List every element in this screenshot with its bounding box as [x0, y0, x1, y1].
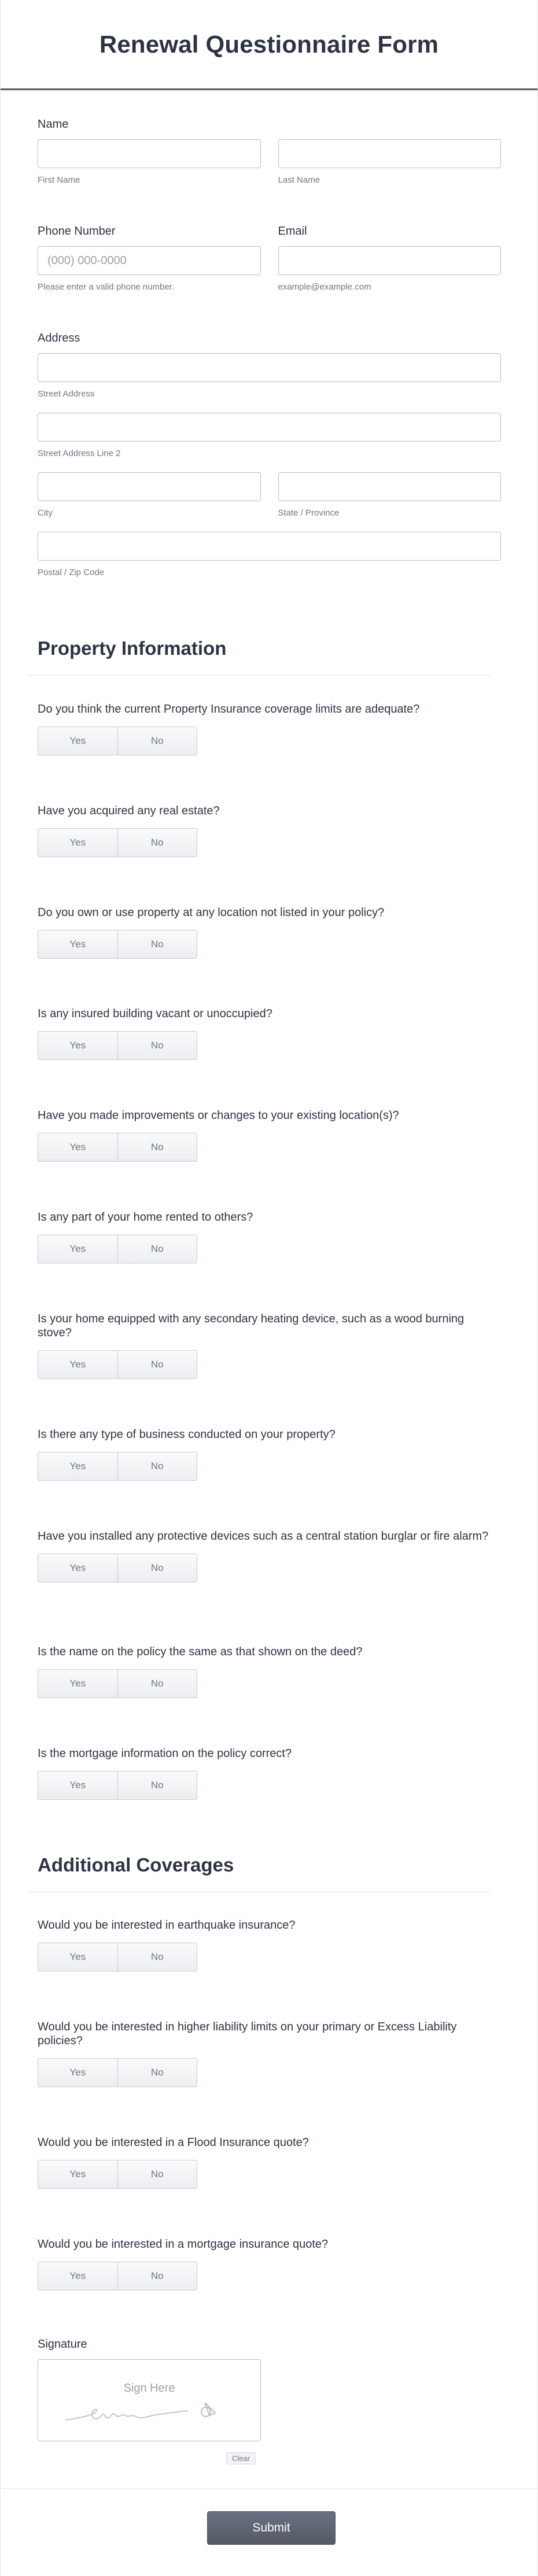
- question-block: [38, 2136, 501, 2189]
- no-button[interactable]: No: [117, 1943, 198, 1971]
- property-section-header: [38, 637, 501, 659]
- zip-sublabel: Postal / Zip Code: [38, 568, 105, 577]
- yes-no-toggle: [38, 1133, 197, 1162]
- yes-button[interactable]: Yes: [38, 930, 117, 959]
- yes-no-toggle: [38, 1235, 197, 1263]
- name-label: Name: [38, 118, 69, 131]
- signature-pad[interactable]: [38, 2359, 261, 2441]
- question-label: Do you think the current Property Insurance coverage limits are adequate?: [38, 703, 420, 716]
- submit-button[interactable]: Submit: [207, 2511, 336, 2545]
- first-name-input[interactable]: [38, 139, 261, 168]
- signature-label: Signature: [38, 2338, 87, 2351]
- question-block: [38, 1312, 501, 1379]
- signature-scribble-icon: [64, 2395, 237, 2429]
- yes-no-toggle: [38, 2160, 197, 2189]
- email-sublabel: example@example.com: [278, 282, 371, 292]
- first-name-sublabel: First Name: [38, 175, 80, 185]
- no-button[interactable]: No: [117, 1235, 198, 1263]
- yes-button[interactable]: Yes: [38, 1031, 117, 1060]
- question-label: Have you made improvements or changes to your existing location(s)?: [38, 1109, 399, 1122]
- no-button[interactable]: No: [117, 828, 198, 857]
- no-button[interactable]: No: [117, 1771, 198, 1800]
- no-button[interactable]: No: [117, 1133, 198, 1162]
- last-name-input[interactable]: [278, 139, 502, 168]
- question-block: [38, 1109, 501, 1162]
- name-field: [38, 118, 501, 185]
- phone-field: [38, 225, 261, 292]
- question-block: [38, 1918, 501, 1971]
- yes-no-toggle: [38, 1452, 197, 1481]
- question-label: Would you be interested in a Flood Insurance quote?: [38, 2136, 309, 2149]
- yes-no-toggle: [38, 828, 197, 857]
- question-label: Is any insured building vacant or unoccupied?: [38, 1007, 272, 1020]
- question-block: [38, 1645, 501, 1698]
- no-button[interactable]: No: [117, 1350, 198, 1379]
- zip-input[interactable]: [38, 532, 501, 561]
- question-block: [38, 1529, 501, 1582]
- yes-button[interactable]: Yes: [38, 2058, 117, 2087]
- question-block: [38, 804, 501, 857]
- yes-button[interactable]: Yes: [38, 1943, 117, 1971]
- yes-button[interactable]: Yes: [38, 2262, 117, 2290]
- no-button[interactable]: No: [117, 930, 198, 959]
- email-input[interactable]: [278, 246, 502, 275]
- no-button[interactable]: No: [117, 2262, 198, 2290]
- yes-button[interactable]: Yes: [38, 1554, 117, 1582]
- form-title: Renewal Questionnaire Form: [99, 30, 439, 58]
- yes-button[interactable]: Yes: [38, 1669, 117, 1698]
- yes-button[interactable]: Yes: [38, 1350, 117, 1379]
- question-label: Is there any type of business conducted on your property?: [38, 1428, 336, 1441]
- no-button[interactable]: No: [117, 1554, 198, 1582]
- street-address-input[interactable]: [38, 353, 501, 382]
- question-label: Is any part of your home rented to others?: [38, 1211, 253, 1224]
- question-block: [38, 906, 501, 959]
- yes-no-toggle: [38, 930, 197, 959]
- yes-button[interactable]: Yes: [38, 1771, 117, 1800]
- clear-signature-button[interactable]: Clear: [226, 2452, 256, 2464]
- no-button[interactable]: No: [117, 2058, 198, 2087]
- question-label: Is your home equipped with any secondary heating device, such as a wood burning stove?: [38, 1313, 465, 1339]
- question-label: Is the mortgage information on the policy correct?: [38, 1747, 292, 1760]
- question-block: [38, 1007, 501, 1060]
- phone-input[interactable]: [38, 246, 261, 275]
- yes-no-toggle: [38, 1350, 197, 1379]
- email-field: [278, 225, 502, 292]
- question-block: [38, 2020, 501, 2087]
- yes-button[interactable]: Yes: [38, 727, 117, 755]
- question-block: [38, 1428, 501, 1481]
- question-block: [38, 2237, 501, 2290]
- yes-no-toggle: [38, 1031, 197, 1060]
- question-block: [38, 702, 501, 755]
- question-label: Would you be interested in higher liability limits on your primary or Excess Liability policies?: [38, 2021, 457, 2047]
- state-sublabel: State / Province: [278, 508, 340, 518]
- no-button[interactable]: No: [117, 727, 198, 755]
- yes-button[interactable]: Yes: [38, 828, 117, 857]
- yes-button[interactable]: Yes: [38, 1452, 117, 1481]
- property-section-title: Property Information: [38, 637, 227, 659]
- yes-no-toggle: [38, 1554, 197, 1582]
- yes-no-toggle: [38, 2262, 197, 2290]
- email-label: Email: [278, 225, 307, 238]
- no-button[interactable]: No: [117, 2160, 198, 2189]
- signature-field: [38, 2338, 261, 2463]
- city-input[interactable]: [38, 472, 261, 501]
- yes-button[interactable]: Yes: [38, 2160, 117, 2189]
- question-label: Have you acquired any real estate?: [38, 805, 220, 817]
- section-divider: [27, 675, 491, 676]
- yes-no-toggle: [38, 727, 197, 755]
- street-address-2-sublabel: Street Address Line 2: [38, 449, 121, 458]
- yes-button[interactable]: Yes: [38, 1235, 117, 1263]
- no-button[interactable]: No: [117, 1452, 198, 1481]
- phone-label: Phone Number: [38, 225, 116, 238]
- question-label: Would you be interested in earthquake insurance?: [38, 1919, 296, 1932]
- city-sublabel: City: [38, 508, 53, 518]
- signature-placeholder: Sign Here: [123, 2382, 175, 2395]
- question-label: Is the name on the policy the same as that shown on the deed?: [38, 1645, 363, 1658]
- question-label: Would you be interested in a mortgage insurance quote?: [38, 2238, 329, 2251]
- coverage-section-header: [38, 1854, 501, 1876]
- question-label: Have you installed any protective devices such as a central station burglar or fire alarm?: [38, 1530, 489, 1543]
- footer-divider: [1, 2488, 537, 2489]
- no-button[interactable]: No: [117, 1669, 198, 1698]
- yes-no-toggle: [38, 2058, 197, 2087]
- question-label: Do you own or use property at any location not listed in your policy?: [38, 906, 385, 919]
- yes-no-toggle: [38, 1943, 197, 1971]
- contact-row: [38, 225, 501, 292]
- question-block: [38, 1747, 501, 1800]
- yes-no-toggle: [38, 1669, 197, 1698]
- street-address-2-input[interactable]: [38, 413, 501, 442]
- coverage-section-title: Additional Coverages: [38, 1854, 234, 1876]
- yes-button[interactable]: Yes: [38, 1133, 117, 1162]
- street-address-sublabel: Street Address: [38, 389, 95, 399]
- last-name-sublabel: Last Name: [278, 175, 320, 185]
- address-field: [38, 332, 501, 577]
- no-button[interactable]: No: [117, 1031, 198, 1060]
- phone-sublabel: Please enter a valid phone number.: [38, 282, 174, 292]
- form-header: [1, 0, 537, 90]
- question-block: [38, 1210, 501, 1263]
- address-label: Address: [38, 332, 80, 344]
- yes-no-toggle: [38, 1771, 197, 1800]
- phone-placeholder: (000) 000-0000: [47, 254, 127, 267]
- state-input[interactable]: [278, 472, 502, 501]
